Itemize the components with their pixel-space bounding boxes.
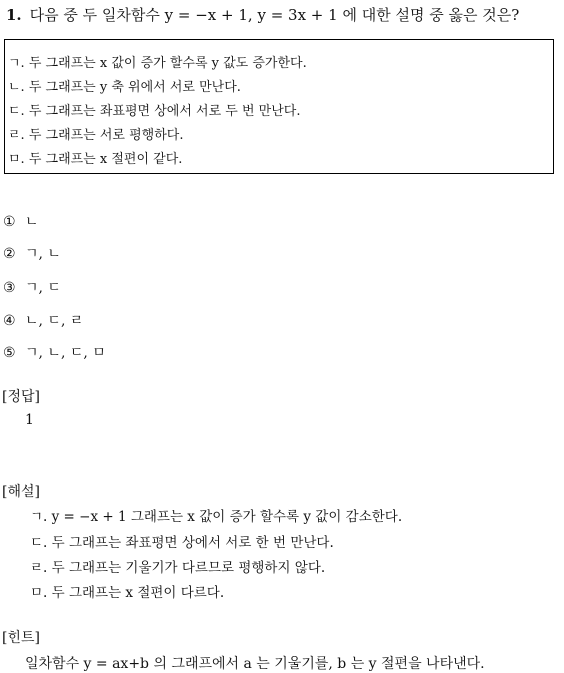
choice-1[interactable] xyxy=(3,211,39,231)
choice-marker: ③ xyxy=(3,280,16,296)
statement-item: ㄴ. 두 그래프는 y 축 위에서 서로 만난다. xyxy=(8,80,241,95)
explanation-line: ㄷ. 두 그래프는 좌표평면 상에서 서로 한 번 만난다. xyxy=(30,535,334,551)
choice-marker: ② xyxy=(3,246,16,262)
choice-text: ㄱ, ㄷ xyxy=(25,280,61,296)
hint-text: 일차함수 y = ax+b 의 그래프에서 a 는 기울기를, b 는 y 절편을 나타낸다. xyxy=(25,656,485,672)
choice-5[interactable] xyxy=(3,342,106,362)
explanation-label: [해설] xyxy=(2,484,40,500)
choice-text: ㄱ, ㄴ, ㄷ, ㅁ xyxy=(25,345,106,361)
choice-3[interactable] xyxy=(3,277,61,297)
explanation-line: ㄹ. 두 그래프는 기울기가 다르므로 평행하지 않다. xyxy=(30,560,326,576)
answer-value: 1 xyxy=(25,412,34,428)
hint-label: [힌트] xyxy=(2,630,40,646)
choice-marker: ① xyxy=(3,214,16,230)
statement-box xyxy=(4,39,554,174)
question-title xyxy=(6,4,519,25)
choice-2[interactable] xyxy=(3,243,61,263)
explanation-line: ㄱ. y = −x + 1 그래프는 x 값이 증가 할수록 y 값이 감소한다. xyxy=(30,509,403,525)
choice-4[interactable] xyxy=(3,310,83,330)
answer-label: [정답] xyxy=(2,389,40,405)
choice-text: ㄱ, ㄴ xyxy=(25,246,61,262)
choice-marker: ⑤ xyxy=(3,345,16,361)
statement-item: ㄷ. 두 그래프는 좌표평면 상에서 서로 두 번 만난다. xyxy=(8,104,301,119)
question-number: 1. xyxy=(6,6,22,24)
choice-text: ㄴ, ㄷ, ㄹ xyxy=(25,313,84,329)
question-text: 다음 중 두 일차함수 y = −x + 1, y = 3x + 1 에 대한 설명 중 옳은 것은? xyxy=(29,6,520,24)
choice-marker: ④ xyxy=(3,313,16,329)
explanation-line: ㅁ. 두 그래프는 x 절편이 다르다. xyxy=(30,585,225,601)
choice-text: ㄴ xyxy=(25,214,39,230)
statement-item: ㄱ. 두 그래프는 x 값이 증가 할수록 y 값도 증가한다. xyxy=(8,56,307,71)
statement-item: ㅁ. 두 그래프는 x 절편이 같다. xyxy=(8,152,183,167)
statement-item: ㄹ. 두 그래프는 서로 평행하다. xyxy=(8,128,184,143)
